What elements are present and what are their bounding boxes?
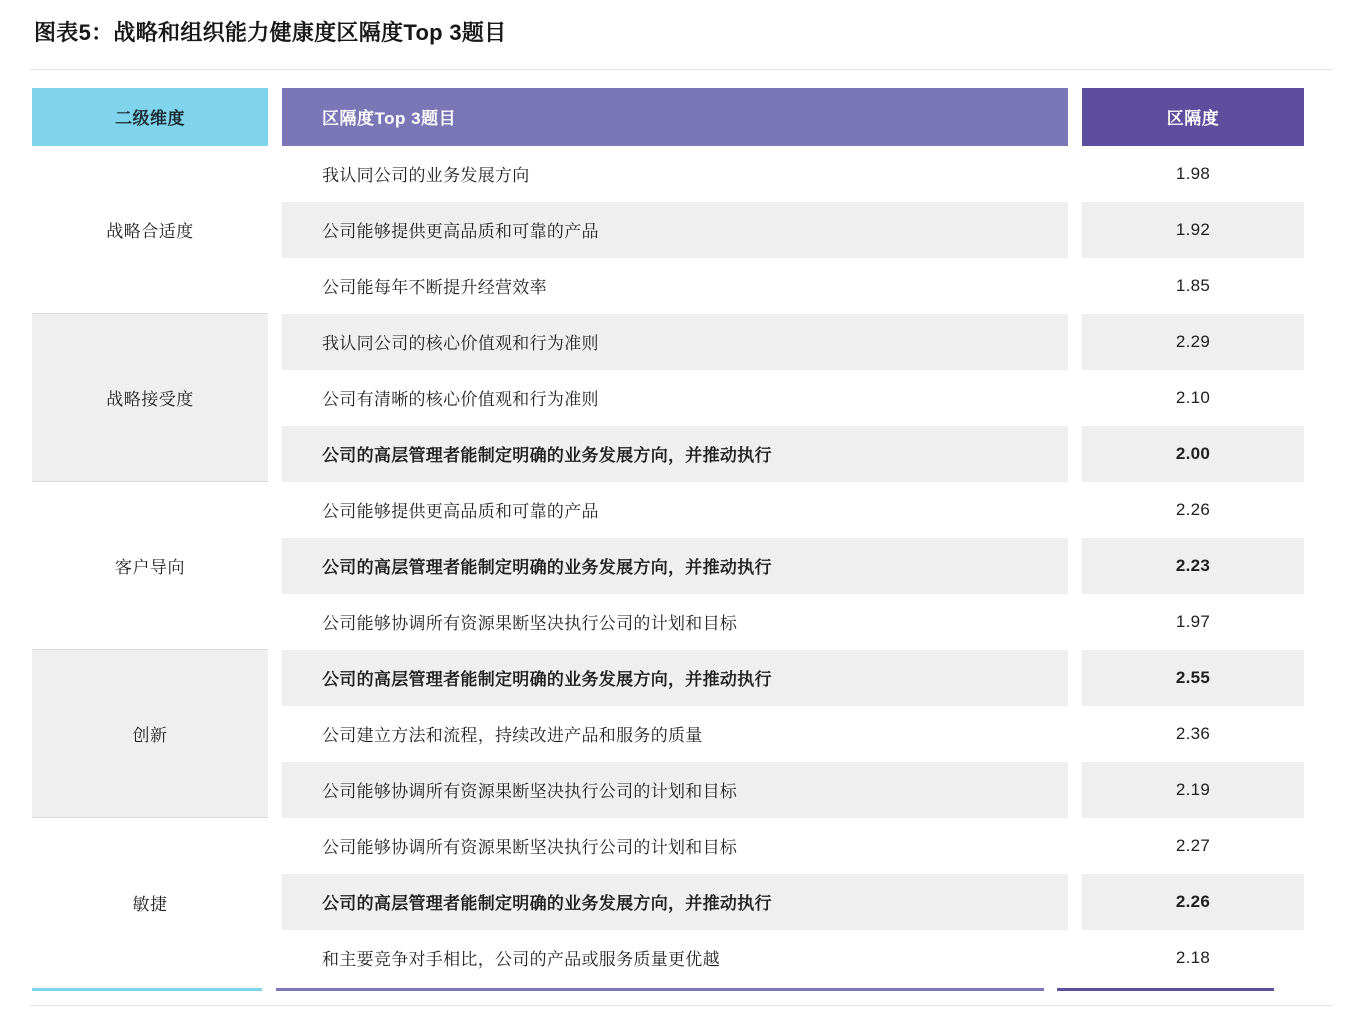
score-cell: 1.98 bbox=[1082, 146, 1304, 202]
table-head bbox=[32, 88, 1304, 146]
score-cell: 2.10 bbox=[1082, 370, 1304, 426]
table-header-row bbox=[32, 88, 1304, 146]
item-cell: 公司的高层管理者能制定明确的业务发展方向，并推动执行 bbox=[282, 426, 1068, 482]
column-spacer-2 bbox=[1068, 930, 1082, 986]
item-cell: 公司能够提供更高品质和可靠的产品 bbox=[282, 202, 1068, 258]
column-spacer-2 bbox=[1068, 538, 1082, 594]
dimension-cell: 客户导向 bbox=[32, 482, 268, 650]
item-cell: 和主要竞争对手相比，公司的产品或服务质量更优越 bbox=[282, 930, 1068, 986]
item-cell: 公司能够协调所有资源果断坚决执行公司的计划和目标 bbox=[282, 818, 1068, 874]
score-cell: 2.00 bbox=[1082, 426, 1304, 482]
column-spacer-2 bbox=[1068, 706, 1082, 762]
score-cell: 1.92 bbox=[1082, 202, 1304, 258]
column-spacer-2 bbox=[1068, 482, 1082, 538]
score-cell: 2.23 bbox=[1082, 538, 1304, 594]
score-cell: 1.85 bbox=[1082, 258, 1304, 314]
item-cell: 公司能够协调所有资源果断坚决执行公司的计划和目标 bbox=[282, 594, 1068, 650]
column-spacer-1 bbox=[268, 482, 282, 650]
column-spacer-2 bbox=[1068, 314, 1082, 370]
column-spacer-1 bbox=[268, 650, 282, 818]
dimension-cell: 战略合适度 bbox=[32, 146, 268, 314]
score-cell: 2.29 bbox=[1082, 314, 1304, 370]
column-spacer-1 bbox=[268, 314, 282, 482]
discrimination-table bbox=[32, 88, 1304, 986]
score-cell: 2.19 bbox=[1082, 762, 1304, 818]
item-cell: 公司的高层管理者能制定明确的业务发展方向，并推动执行 bbox=[282, 650, 1068, 706]
table-row bbox=[32, 314, 1304, 370]
column-header-dimension: 二级维度 bbox=[32, 88, 268, 146]
table-body bbox=[32, 146, 1304, 986]
column-spacer-2 bbox=[1068, 762, 1082, 818]
score-cell: 2.18 bbox=[1082, 930, 1304, 986]
footer-rule-dimension bbox=[32, 988, 262, 991]
column-header-item: 区隔度Top 3题目 bbox=[282, 88, 1068, 146]
column-spacer-2 bbox=[1068, 146, 1082, 202]
score-cell: 2.55 bbox=[1082, 650, 1304, 706]
page-title: 图表5：战略和组织能力健康度区隔度Top 3题目 bbox=[34, 20, 507, 45]
item-cell: 公司的高层管理者能制定明确的业务发展方向，并推动执行 bbox=[282, 874, 1068, 930]
column-spacer-1 bbox=[268, 146, 282, 314]
footer-rule-score bbox=[1057, 988, 1274, 991]
column-spacer-2 bbox=[1068, 426, 1082, 482]
score-cell: 1.97 bbox=[1082, 594, 1304, 650]
header-spacer-1 bbox=[268, 88, 282, 146]
item-cell: 公司有清晰的核心价值观和行为准则 bbox=[282, 370, 1068, 426]
item-cell: 我认同公司的业务发展方向 bbox=[282, 146, 1068, 202]
footer-rule-gap-2 bbox=[1044, 988, 1058, 991]
column-spacer-2 bbox=[1068, 818, 1082, 874]
table-row bbox=[32, 482, 1304, 538]
dimension-cell: 创新 bbox=[32, 650, 268, 818]
column-spacer-2 bbox=[1068, 258, 1082, 314]
item-cell: 公司能够协调所有资源果断坚决执行公司的计划和目标 bbox=[282, 762, 1068, 818]
column-header-score: 区隔度 bbox=[1082, 88, 1304, 146]
column-spacer-1 bbox=[268, 818, 282, 986]
dimension-cell: 战略接受度 bbox=[32, 314, 268, 482]
header-spacer-2 bbox=[1068, 88, 1082, 146]
score-cell: 2.26 bbox=[1082, 482, 1304, 538]
footer-rule-gap-1 bbox=[262, 988, 276, 991]
item-cell: 我认同公司的核心价值观和行为准则 bbox=[282, 314, 1068, 370]
column-spacer-2 bbox=[1068, 650, 1082, 706]
dimension-cell: 敏捷 bbox=[32, 818, 268, 986]
item-cell: 公司能每年不断提升经营效率 bbox=[282, 258, 1068, 314]
score-cell: 2.36 bbox=[1082, 706, 1304, 762]
table-row bbox=[32, 146, 1304, 202]
column-spacer-2 bbox=[1068, 202, 1082, 258]
table-row bbox=[32, 818, 1304, 874]
item-cell: 公司的高层管理者能制定明确的业务发展方向，并推动执行 bbox=[282, 538, 1068, 594]
column-spacer-2 bbox=[1068, 874, 1082, 930]
score-cell: 2.27 bbox=[1082, 818, 1304, 874]
table-row bbox=[32, 650, 1304, 706]
item-cell: 公司能够提供更高品质和可靠的产品 bbox=[282, 482, 1068, 538]
column-spacer-2 bbox=[1068, 370, 1082, 426]
table-container bbox=[30, 69, 1332, 1006]
footer-rule-item bbox=[276, 988, 1043, 991]
score-cell: 2.26 bbox=[1082, 874, 1304, 930]
table-footer-rule bbox=[32, 988, 1274, 991]
item-cell: 公司建立方法和流程，持续改进产品和服务的质量 bbox=[282, 706, 1068, 762]
column-spacer-2 bbox=[1068, 594, 1082, 650]
